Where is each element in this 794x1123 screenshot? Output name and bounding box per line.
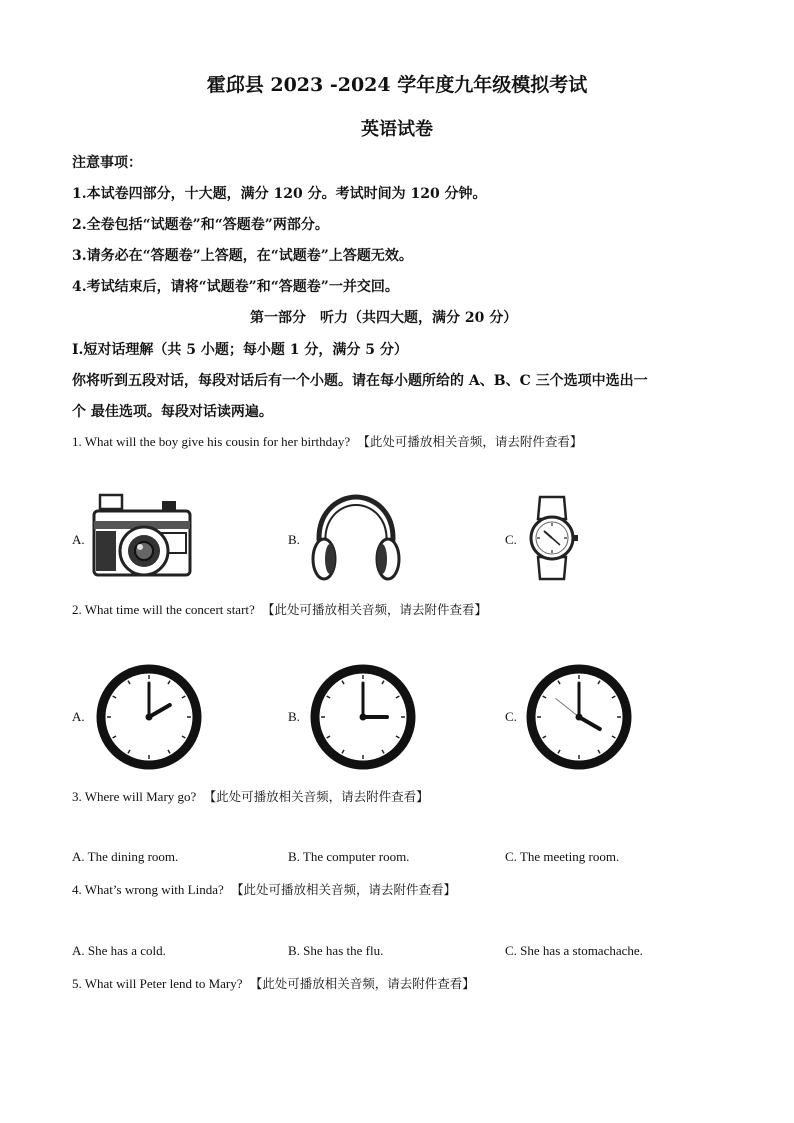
- clock-icon: [308, 662, 418, 772]
- instruction-line: 个 最佳选项。每段对话读两遍。: [72, 404, 273, 420]
- part-heading: 第一部分 听力（共四大题，满分 20 分）: [250, 310, 518, 326]
- option-label: C.: [505, 709, 517, 724]
- notes-item: 2.全卷包括“试题卷”和“答题卷”两部分。: [72, 217, 329, 233]
- question-text: 1. What will the boy give his cousin for her birthday?: [72, 434, 351, 449]
- question-text: 5. What will Peter lend to Mary?: [72, 976, 243, 991]
- notes-item: 4.考试结束后，请将“试题卷”和“答题卷”一并交回。: [72, 279, 399, 295]
- question-text: 2. What time will the concert start?: [72, 602, 255, 617]
- notes-item: 1.本试卷四部分，十大题，满分 120 分。考试时间为 120 分钟。: [72, 186, 487, 202]
- option-label: A.: [72, 709, 85, 724]
- option-text: C. The meeting room.: [505, 849, 620, 864]
- option-label: A.: [72, 532, 85, 547]
- watch-icon: [522, 493, 582, 583]
- audio-note: 【此处可播放相关音频，请去附件查看】: [231, 882, 457, 897]
- option-text: A. The dining room.: [72, 849, 179, 864]
- clock-icon: [524, 662, 634, 772]
- headphones-icon: [308, 493, 404, 583]
- question-1: [72, 432, 582, 450]
- option-text: C. She has a stomachache.: [505, 943, 643, 958]
- audio-note: 【此处可播放相关音频，请去附件查看】: [249, 976, 475, 991]
- question-5: [72, 974, 475, 992]
- notes-item: 3.请务必在“答题卷”上答题，在“试题卷”上答题无效。: [72, 248, 413, 264]
- exam-title: 霍邱县 2023 -2024 学年度九年级模拟考试: [206, 74, 588, 96]
- question-text: 3. Where will Mary go?: [72, 789, 197, 804]
- audio-note: 【此处可播放相关音频，请去附件查看】: [203, 789, 429, 804]
- option-label: C.: [505, 532, 517, 547]
- exam-subtitle: 英语试卷: [361, 119, 433, 140]
- section-title: Ⅰ.短对话理解（共 5 小题；每小题 1 分，满分 5 分）: [72, 342, 408, 358]
- question-text: 4. What’s wrong with Linda?: [72, 882, 224, 897]
- audio-note: 【此处可播放相关音频，请去附件查看】: [357, 434, 583, 449]
- option-label: B.: [288, 532, 300, 547]
- question-2: [72, 600, 487, 618]
- notes-heading: 注意事项：: [72, 155, 142, 171]
- option-text: B. She has the flu.: [288, 943, 384, 958]
- audio-note: 【此处可播放相关音频，请去附件查看】: [262, 602, 488, 617]
- camera-icon: [92, 493, 192, 579]
- clock-icon: [94, 662, 204, 772]
- instruction-line: 你将听到五段对话，每段对话后有一个小题。请在每小题所给的 A、B、C 三个选项中选出一: [72, 373, 648, 389]
- option-label: B.: [288, 709, 300, 724]
- question-4: [72, 880, 456, 898]
- option-text: B. The computer room.: [288, 849, 410, 864]
- question-3: [72, 787, 429, 805]
- option-text: A. She has a cold.: [72, 943, 166, 958]
